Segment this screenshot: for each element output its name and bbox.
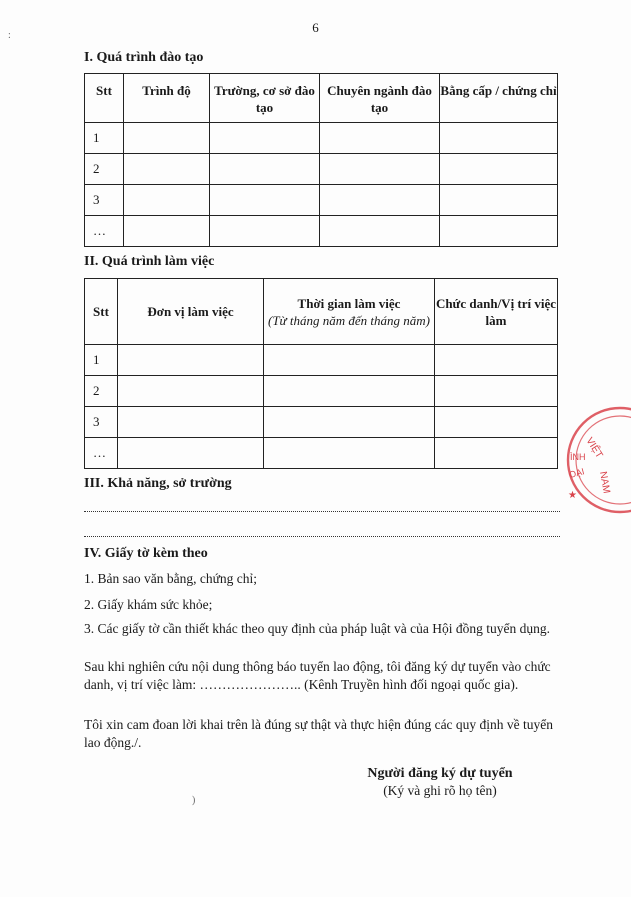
col-header-position: Chức danh/Vị trí việc làm xyxy=(435,279,558,345)
empty-cell[interactable] xyxy=(264,407,435,438)
stamp-text-nam: NAM xyxy=(597,470,612,495)
empty-cell[interactable] xyxy=(435,438,558,469)
empty-cell[interactable] xyxy=(210,216,320,247)
section-2-heading: II. Quá trình làm việc xyxy=(84,254,215,269)
row-number: 1 xyxy=(85,123,124,154)
empty-cell[interactable] xyxy=(320,216,440,247)
empty-cell[interactable] xyxy=(440,185,558,216)
empty-cell[interactable] xyxy=(118,407,264,438)
work-time-title: Thời gian làm việc xyxy=(297,295,401,311)
row-number: 1 xyxy=(85,345,118,376)
row-number: 2 xyxy=(85,376,118,407)
col-header-level: Trình độ xyxy=(124,74,210,123)
training-table xyxy=(84,73,558,247)
row-number: … xyxy=(85,438,118,469)
scan-speck: : xyxy=(8,30,11,41)
empty-cell[interactable] xyxy=(440,216,558,247)
empty-cell[interactable] xyxy=(118,438,264,469)
signature-instruction: (Ký và ghi rõ họ tên) xyxy=(383,783,497,798)
empty-cell[interactable] xyxy=(435,345,558,376)
row-number: 3 xyxy=(85,185,124,216)
signature-title: Người đăng ký dự tuyển xyxy=(367,766,513,781)
empty-cell[interactable] xyxy=(124,185,210,216)
declaration-paragraph-2: Tôi xin cam đoan lời khai trên là đúng sự thật và thực hiện đúng các quy định về tuyển lao động./. xyxy=(84,717,554,750)
col-header-major: Chuyên ngành đào tạo xyxy=(320,74,440,123)
empty-cell[interactable] xyxy=(118,345,264,376)
col-header-degree: Bằng cấp / chứng chỉ xyxy=(440,74,558,123)
empty-cell[interactable] xyxy=(440,154,558,185)
empty-cell[interactable] xyxy=(210,154,320,185)
official-stamp xyxy=(558,402,631,520)
empty-cell[interactable] xyxy=(320,154,440,185)
empty-cell[interactable] xyxy=(124,216,210,247)
empty-cell[interactable] xyxy=(210,123,320,154)
empty-cell[interactable] xyxy=(264,345,435,376)
col-header-stt: Stt xyxy=(85,279,118,345)
empty-cell[interactable] xyxy=(435,407,558,438)
empty-cell[interactable] xyxy=(320,185,440,216)
attachment-item-2: 2. Giấy khám sức khỏe; xyxy=(84,597,213,612)
empty-cell[interactable] xyxy=(320,123,440,154)
dotted-fill-line-2[interactable] xyxy=(84,536,560,537)
col-header-workplace: Đơn vị làm việc xyxy=(118,279,264,345)
stamp-text-viet: VIỆT xyxy=(583,435,605,461)
work-time-hint: (Từ tháng năm đến tháng năm) xyxy=(268,312,430,328)
col-header-work-time xyxy=(264,279,435,345)
col-header-stt: Stt xyxy=(85,74,124,123)
empty-cell[interactable] xyxy=(264,438,435,469)
empty-cell[interactable] xyxy=(435,376,558,407)
attachment-item-1: 1. Bản sao văn bằng, chứng chỉ; xyxy=(84,571,258,586)
row-number: 3 xyxy=(85,407,118,438)
row-number: 2 xyxy=(85,154,124,185)
stamp-text-oai: OẠI xyxy=(567,466,586,480)
row-number: … xyxy=(85,216,124,247)
section-1-heading: I. Quá trình đào tạo xyxy=(84,50,204,65)
col-header-school: Trường, cơ sở đào tạo xyxy=(210,74,320,123)
empty-cell[interactable] xyxy=(118,376,264,407)
empty-cell[interactable] xyxy=(264,376,435,407)
empty-cell[interactable] xyxy=(210,185,320,216)
work-history-table xyxy=(84,278,558,469)
section-3-heading: III. Khả năng, sở trường xyxy=(84,476,232,491)
declaration-paragraph-1: Sau khi nghiên cứu nội dung thông báo tuyển lao động, tôi đăng ký dự tuyển vào chức danh, vị trí việc làm: ………………….. (Kênh Truyền hình đối ngoại quốc gia). xyxy=(84,659,551,692)
empty-cell[interactable] xyxy=(440,123,558,154)
attachment-item-3: 3. Các giấy tờ cần thiết khác theo quy định của pháp luật và của Hội đồng tuyển dụng. xyxy=(84,621,551,636)
empty-cell[interactable] xyxy=(124,123,210,154)
empty-cell[interactable] xyxy=(124,154,210,185)
scan-speck: ) xyxy=(192,795,196,806)
section-4-heading: IV. Giấy tờ kèm theo xyxy=(84,546,208,561)
stamp-star-icon: ★ xyxy=(568,490,577,501)
dotted-fill-line-1[interactable] xyxy=(84,511,560,512)
stamp-text-inh: ÌNH xyxy=(570,452,586,462)
page-number: 6 xyxy=(312,20,319,35)
